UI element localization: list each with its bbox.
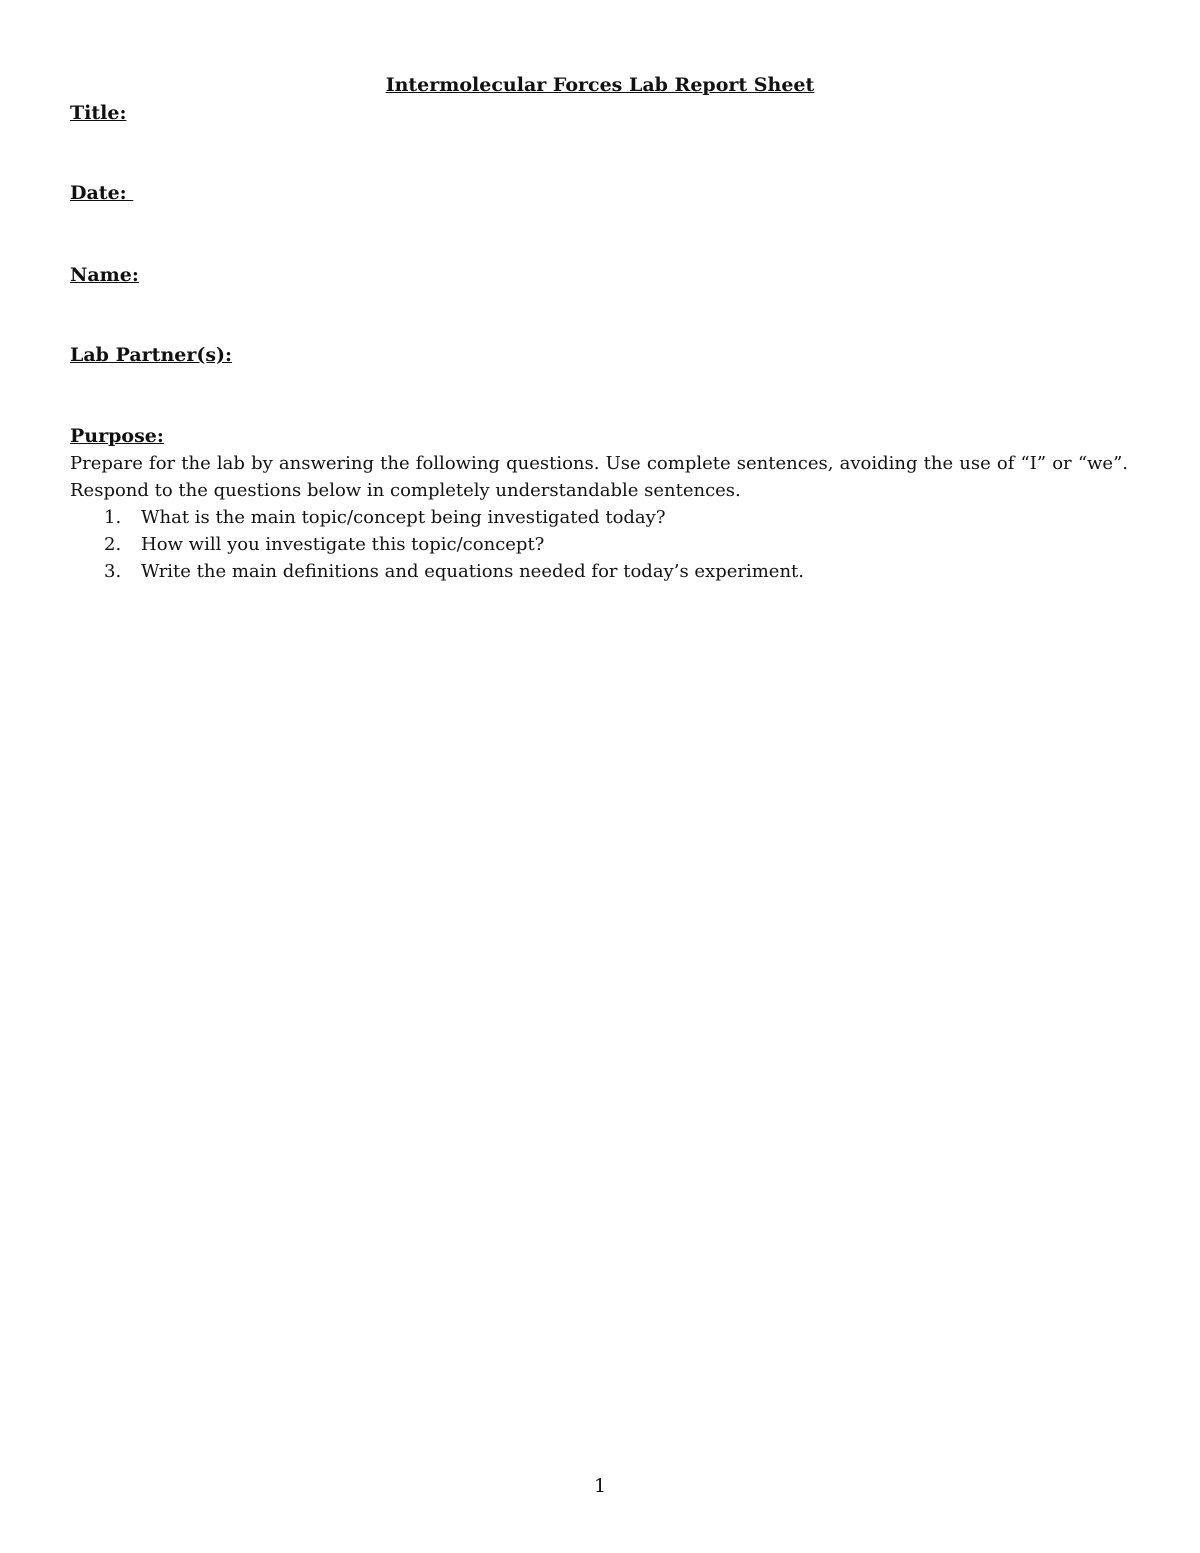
question-text: How will you investigate this topic/concept? — [141, 534, 545, 555]
question-item — [70, 531, 1128, 558]
question-list — [70, 504, 1128, 585]
question-text: Write the main definitions and equations needed for today’s experiment. — [141, 561, 805, 582]
lab-partners-field-label: Lab Partner(s): — [70, 344, 233, 366]
question-item — [70, 504, 1128, 531]
question-number: 1. — [104, 507, 122, 528]
document-title: Intermolecular Forces Lab Report Sheet — [385, 74, 815, 96]
question-number: 3. — [104, 561, 122, 582]
purpose-instructions: Prepare for the lab by answering the following questions. Use complete sentences, avoiding the use of “I” or “we”. Respond to the questions below in completely understandable sentences. — [70, 453, 1128, 501]
purpose-section — [70, 423, 1128, 585]
title-field-label: Title: — [70, 102, 127, 124]
purpose-heading: Purpose: — [70, 425, 164, 447]
name-field-label: Name: — [70, 264, 139, 286]
question-text: What is the main topic/concept being investigated today? — [141, 507, 666, 528]
date-field-label: Date: — [70, 182, 134, 204]
question-number: 2. — [104, 534, 122, 555]
page-number: 1 — [593, 1475, 607, 1497]
question-item — [70, 558, 1128, 585]
